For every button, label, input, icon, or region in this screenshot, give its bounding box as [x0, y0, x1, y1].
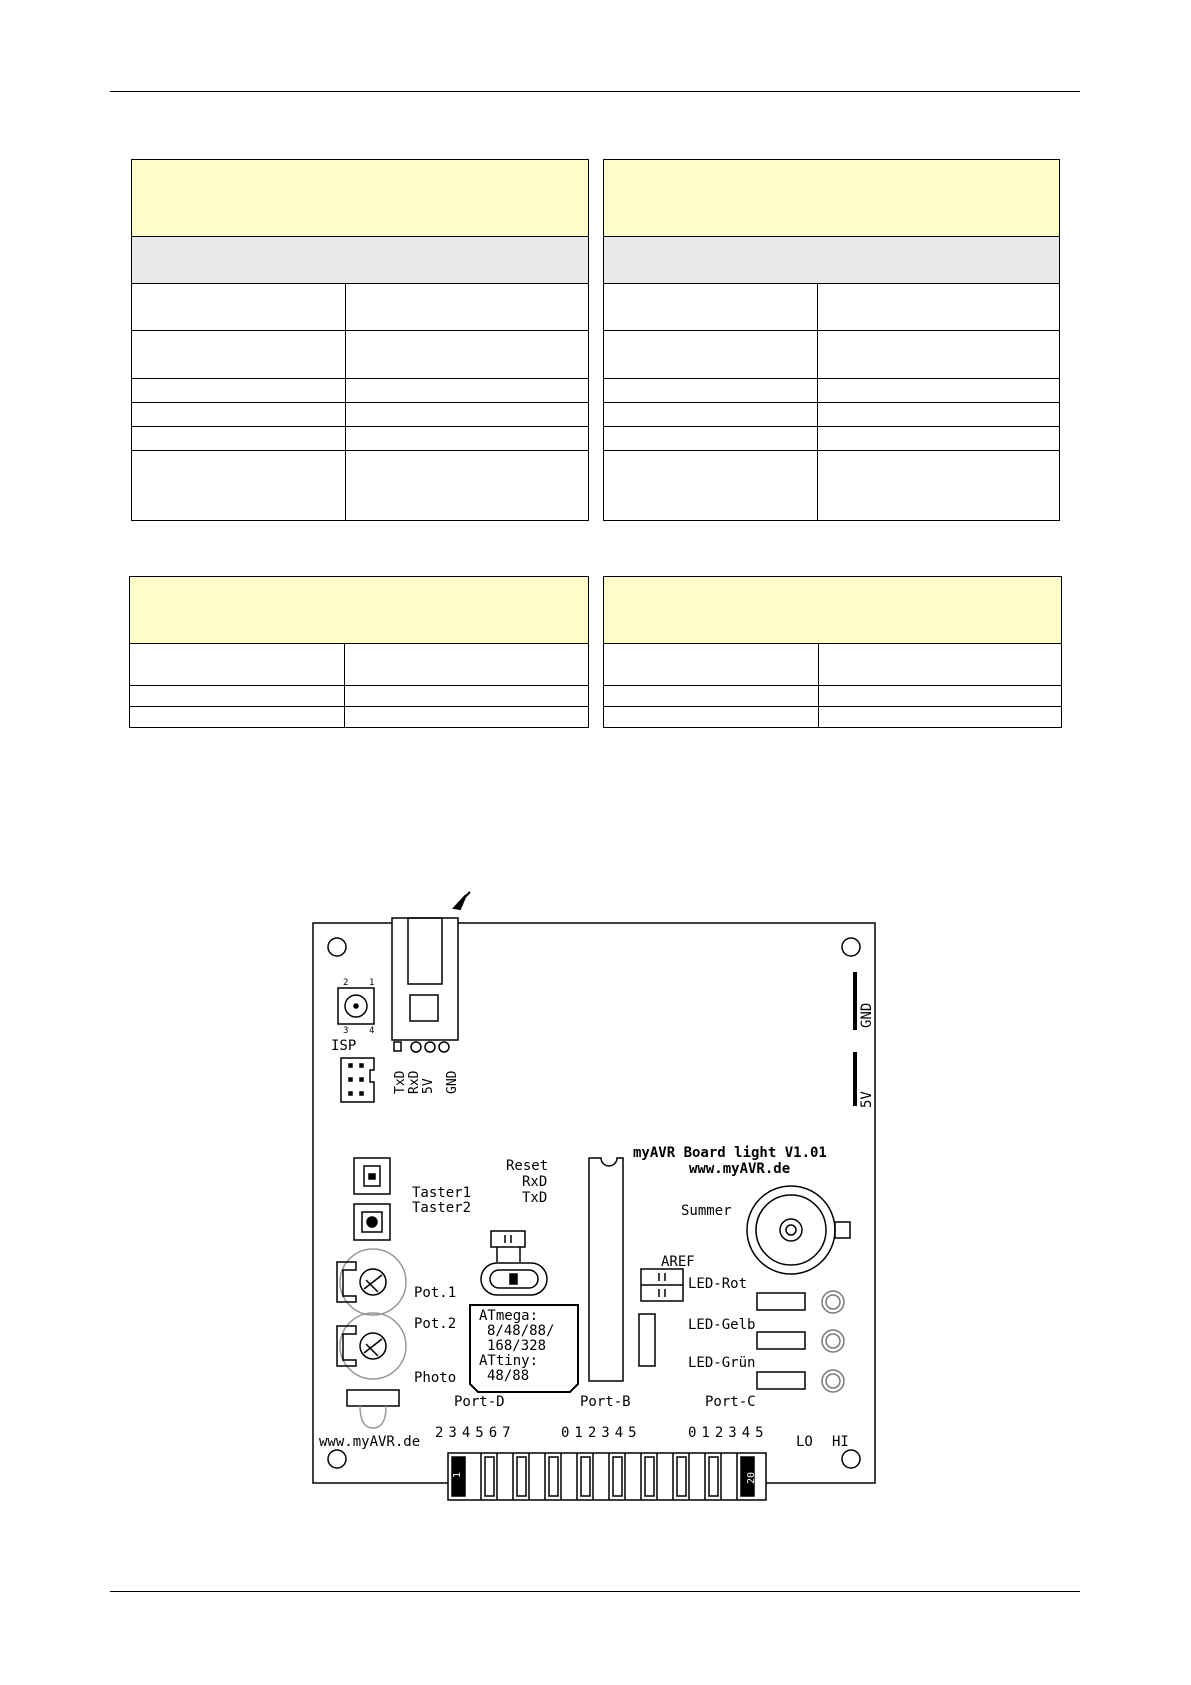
- serial-pin-labels: [393, 1070, 408, 1094]
- switch-pin-label: 1: [369, 978, 375, 988]
- taster1-switch-icon: [354, 1158, 390, 1194]
- taster1-label: Taster1: [412, 1185, 472, 1201]
- serial-pin-5v-label: 5V: [421, 1078, 436, 1094]
- chip-line-1: ATmega:: [479, 1308, 539, 1324]
- mounting-hole-icon: [842, 1450, 860, 1468]
- led-gelb-resistor-icon: [757, 1332, 805, 1349]
- hi-label: HI: [832, 1434, 849, 1450]
- board-url-top: www.myAVR.de: [689, 1161, 791, 1177]
- led-rot-resistor-icon: [757, 1293, 805, 1310]
- power-5v-label: 5V: [859, 1091, 875, 1108]
- power-gnd-wrap: [859, 1003, 875, 1028]
- port-c-digits: 012345: [688, 1425, 769, 1441]
- port-d-digits: 234567: [435, 1425, 516, 1441]
- mounting-hole-icon: [328, 1450, 346, 1468]
- photo-sensor-icon: [347, 1390, 399, 1428]
- led-gelb-label: LED-Gelb: [688, 1317, 756, 1333]
- photo-label: Photo: [414, 1370, 457, 1386]
- switch-pin-label: 4: [369, 1026, 375, 1036]
- led-gelb-icon: [822, 1330, 844, 1352]
- bottom-connector: [448, 1453, 766, 1500]
- led-rot-icon: [822, 1291, 844, 1313]
- rxd-label: RxD: [522, 1174, 548, 1190]
- summer-label: Summer: [681, 1203, 732, 1219]
- pointer-arrow-icon: [454, 892, 470, 909]
- pot2-label: Pot.2: [414, 1316, 457, 1332]
- connector-pin-1-label: 1: [452, 1471, 463, 1478]
- led-gruen-icon: [822, 1370, 844, 1392]
- isp-header: [341, 1058, 374, 1102]
- chip-line-2: 8/48/88/: [487, 1323, 555, 1339]
- aref-capacitor-icon: [641, 1269, 683, 1301]
- pot1-icon: [337, 1249, 406, 1315]
- power-gnd-label: GND: [859, 1002, 875, 1028]
- serial-pin-5v-wrap: [421, 1078, 436, 1094]
- serial-pin-rxd-label: RxD: [407, 1070, 422, 1094]
- led-rot-label: LED-Rot: [688, 1276, 748, 1292]
- chip-line-5: 48/88: [487, 1368, 530, 1384]
- aref-label: AREF: [661, 1254, 695, 1270]
- mounting-hole-icon: [842, 938, 860, 956]
- serial-pin-gnd-wrap: [445, 1070, 460, 1094]
- buzzer-icon: [747, 1186, 850, 1274]
- connector-first-wrap: [452, 1472, 463, 1478]
- led-gruen-resistor-icon: [757, 1372, 805, 1389]
- connector-last-wrap: [746, 1472, 757, 1484]
- serial-pin-gnd-label: GND: [445, 1070, 460, 1094]
- chip-line-4: ATtiny:: [479, 1353, 539, 1369]
- capacitor-icon: [491, 1231, 525, 1262]
- chip-line-3: 168/328: [487, 1338, 547, 1354]
- switch-pin-label: 3: [343, 1026, 349, 1036]
- switch-icon: [338, 988, 374, 1024]
- serial-pin-rxd-wrap: [407, 1070, 422, 1094]
- board-url-bottom: www.myAVR.de: [319, 1434, 421, 1450]
- serial-connector: [392, 918, 458, 1052]
- dip-socket: [589, 1158, 623, 1381]
- lo-label: LO: [796, 1434, 813, 1450]
- port-d-label: Port-D: [454, 1394, 505, 1410]
- pot1-label: Pot.1: [414, 1285, 457, 1301]
- board-title: myAVR Board light V1.01: [633, 1145, 827, 1161]
- connector-pin-20-label: 20: [746, 1471, 757, 1484]
- mounting-hole-icon: [328, 938, 346, 956]
- txd-label: TxD: [522, 1190, 548, 1206]
- crystal-icon: [481, 1263, 547, 1295]
- led-gruen-label: LED-Grün: [688, 1355, 756, 1371]
- isp-label: ISP: [331, 1038, 357, 1054]
- taster2-label: Taster2: [412, 1200, 472, 1216]
- pot2-icon: [337, 1313, 406, 1379]
- port-b-digits: 012345: [561, 1425, 642, 1441]
- taster2-switch-icon: [354, 1204, 390, 1240]
- serial-pin-txd-label: TxD: [393, 1070, 408, 1094]
- reset-label: Reset: [506, 1158, 549, 1174]
- power-5v-wrap: [859, 1091, 875, 1108]
- port-b-label: Port-B: [580, 1394, 631, 1410]
- port-c-label: Port-C: [705, 1394, 756, 1410]
- resistor-icon: [639, 1314, 655, 1366]
- switch-pin-label: 2: [343, 978, 349, 988]
